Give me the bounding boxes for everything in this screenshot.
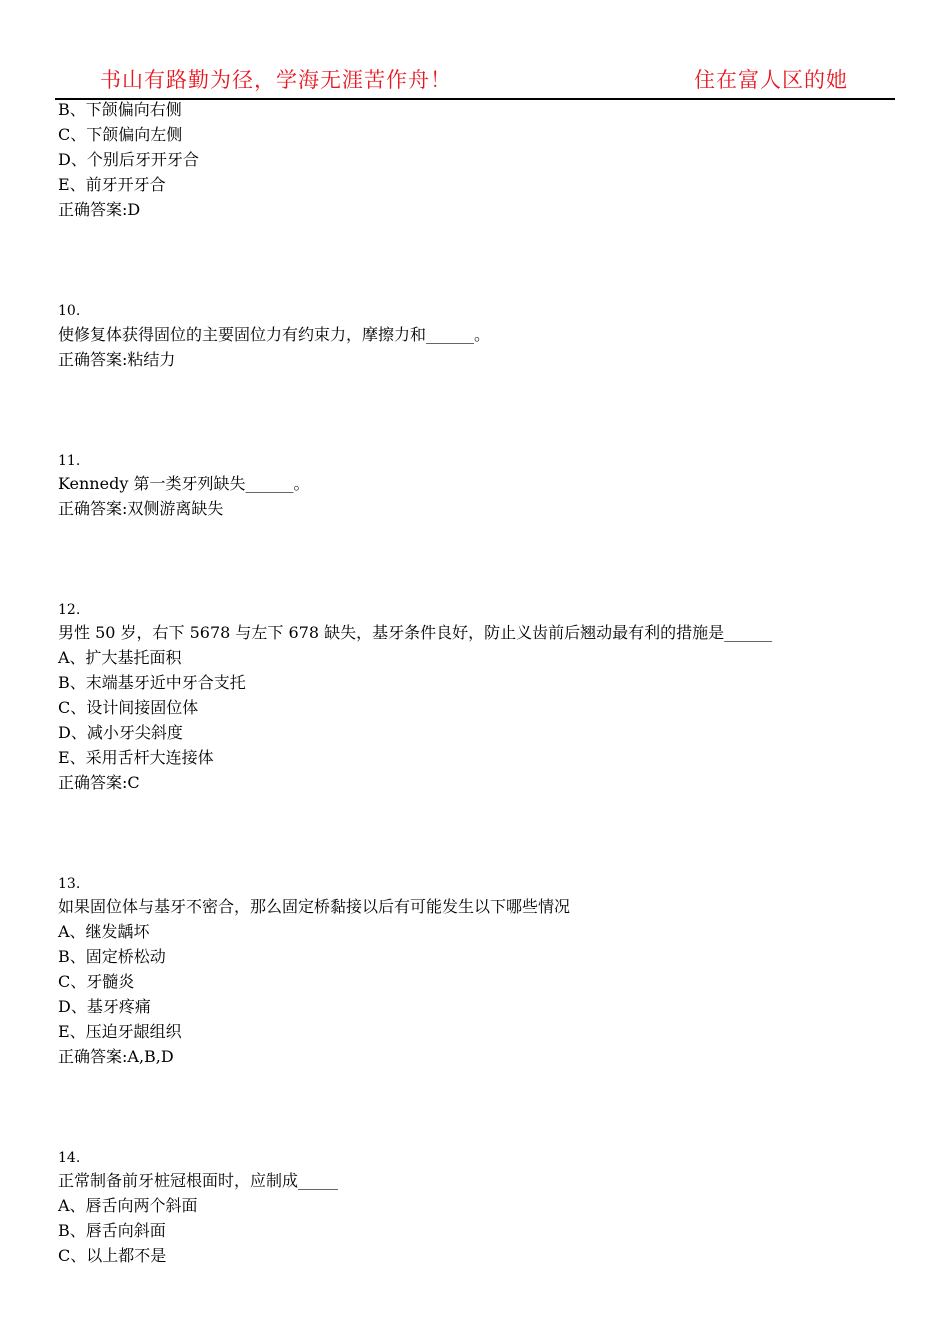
option-a: A、扩大基托面积 [58,648,182,667]
option-c: C、下颌偏向左侧 [58,125,183,144]
question-number: 10. [58,303,81,319]
question-number: 11. [58,453,81,469]
option-b: B、下颌偏向右侧 [58,100,182,119]
option-e: E、前牙开牙合 [58,175,166,194]
option-d: D、个别后牙开牙合 [58,150,199,169]
question-number: 13. [58,876,81,892]
option-e: E、压迫牙龈组织 [58,1022,182,1041]
answer: 正确答案:D [58,200,141,219]
option-b: B、末端基牙近中牙合支托 [58,673,246,692]
header-motto-right: 住在富人区的她 [694,68,848,92]
page-header [0,0,950,100]
option-a: A、继发龋坏 [58,922,150,941]
question-text: Kennedy 第一类牙列缺失______。 [58,474,310,493]
option-c: C、以上都不是 [58,1246,167,1265]
header-motto-left: 书山有路勤为径，学海无涯苦作舟！ [100,68,452,92]
answer: 正确答案:C [58,773,140,792]
question-number: 14. [58,1150,81,1166]
option-a: A、唇舌向两个斜面 [58,1196,198,1215]
question-number: 12. [58,602,81,618]
question-text: 正常制备前牙桩冠根面时，应制成_____ [58,1171,339,1190]
option-b: B、唇舌向斜面 [58,1221,166,1240]
question-text: 男性 50 岁，右下 5678 与左下 678 缺失，基牙条件良好，防止义齿前后翘动最有利的措施是______ [58,623,773,642]
question-text: 如果固位体与基牙不密合，那么固定桥黏接以后有可能发生以下哪些情况 [58,897,571,916]
answer: 正确答案:A,B,D [58,1047,174,1066]
option-d: D、减小牙尖斜度 [58,723,183,742]
question-text: 使修复体获得固位的主要固位力有约束力，摩擦力和______。 [58,325,491,344]
answer: 正确答案:双侧游离缺失 [58,499,224,518]
answer: 正确答案:粘结力 [58,350,176,369]
option-b: B、固定桥松动 [58,947,166,966]
option-c: C、牙髓炎 [58,972,135,991]
option-e: E、采用舌杆大连接体 [58,748,214,767]
option-d: D、基牙疼痛 [58,997,151,1016]
option-c: C、设计间接固位体 [58,698,199,717]
